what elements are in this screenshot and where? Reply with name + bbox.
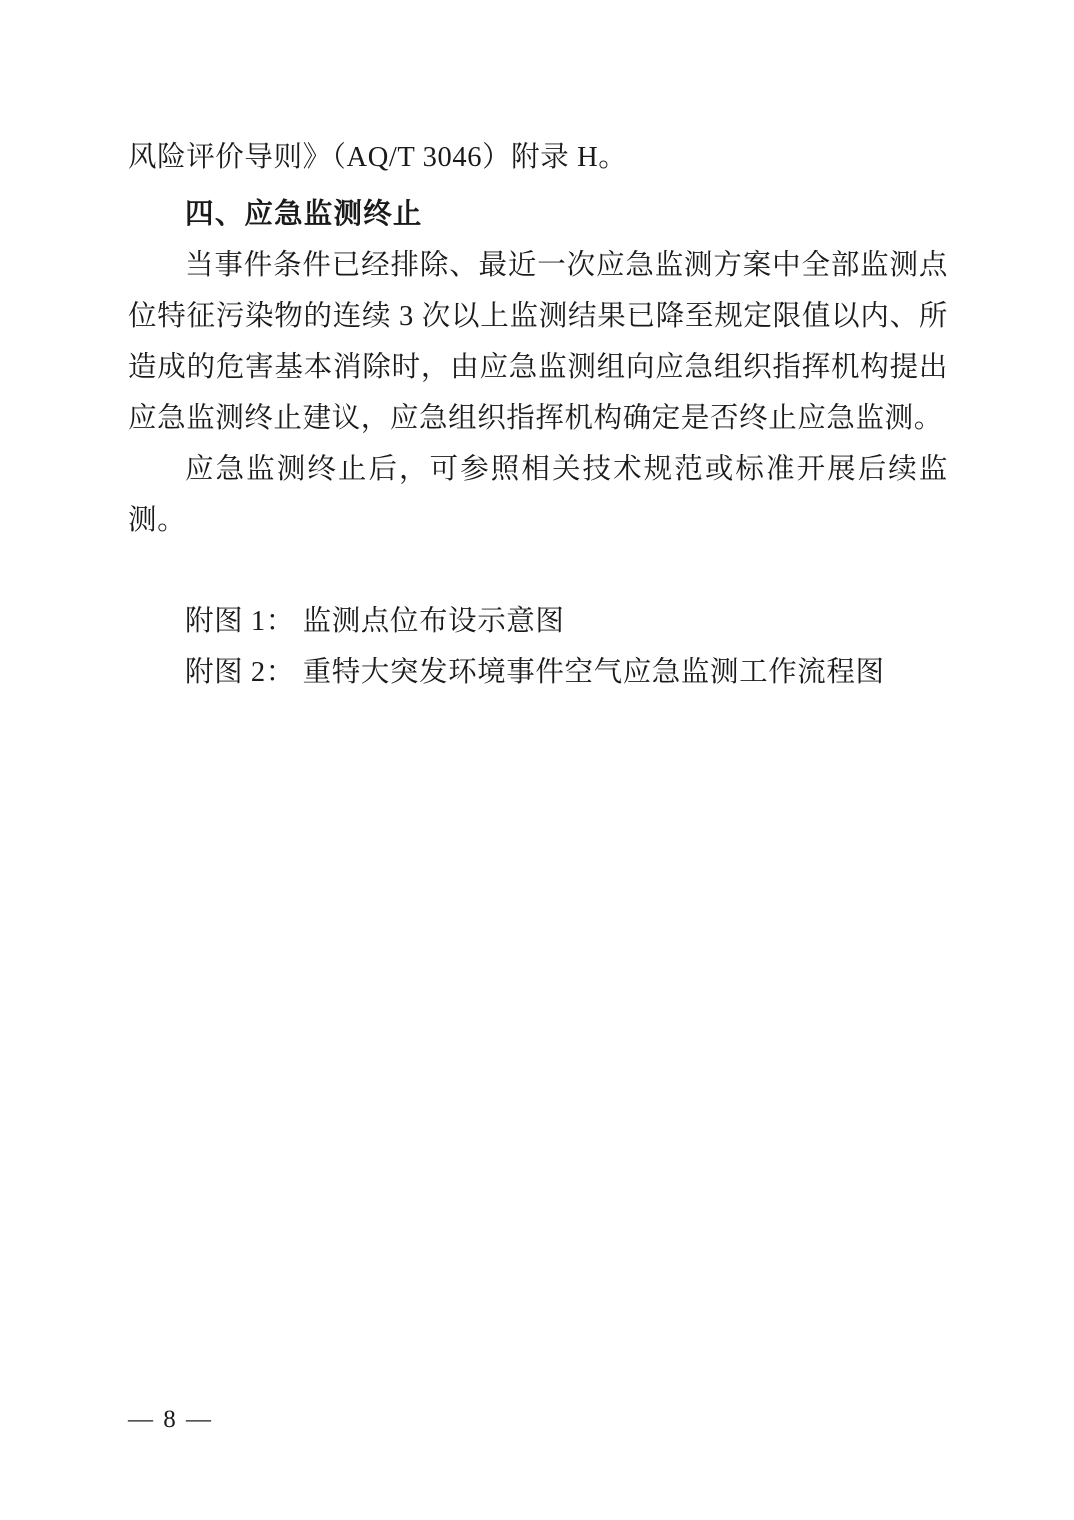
paragraph-after-termination: 应急监测终止后，可参照相关技术规范或标准开展后续监测。 [128,454,948,536]
continued-paragraph: 风险评价导则》（AQ/T 3046）附录 H。 [128,142,628,173]
section-heading: 四、应急监测终止 [185,199,423,230]
paragraph-termination-conditions: 当事件条件已经排除、最近一次应急监测方案中全部监测点位特征污染物的连续 3 次以上监测结果已降至规定限值以内、所造成的危害基本消除时，由应急监测组向应急组织指挥机构提出应急监测终止建议，应急组织指挥机构确定是否终止应急监测。 [128,250,948,434]
figure-reference-2: 附图 2： 重特大突发环境事件空气应急监测工作流程图 [185,657,885,688]
figure-reference-1: 附图 1： 监测点位布设示意图 [185,606,565,637]
section-spacer [128,546,948,596]
page-content [128,132,948,698]
page-number-footer: — 8 — [128,1406,213,1433]
